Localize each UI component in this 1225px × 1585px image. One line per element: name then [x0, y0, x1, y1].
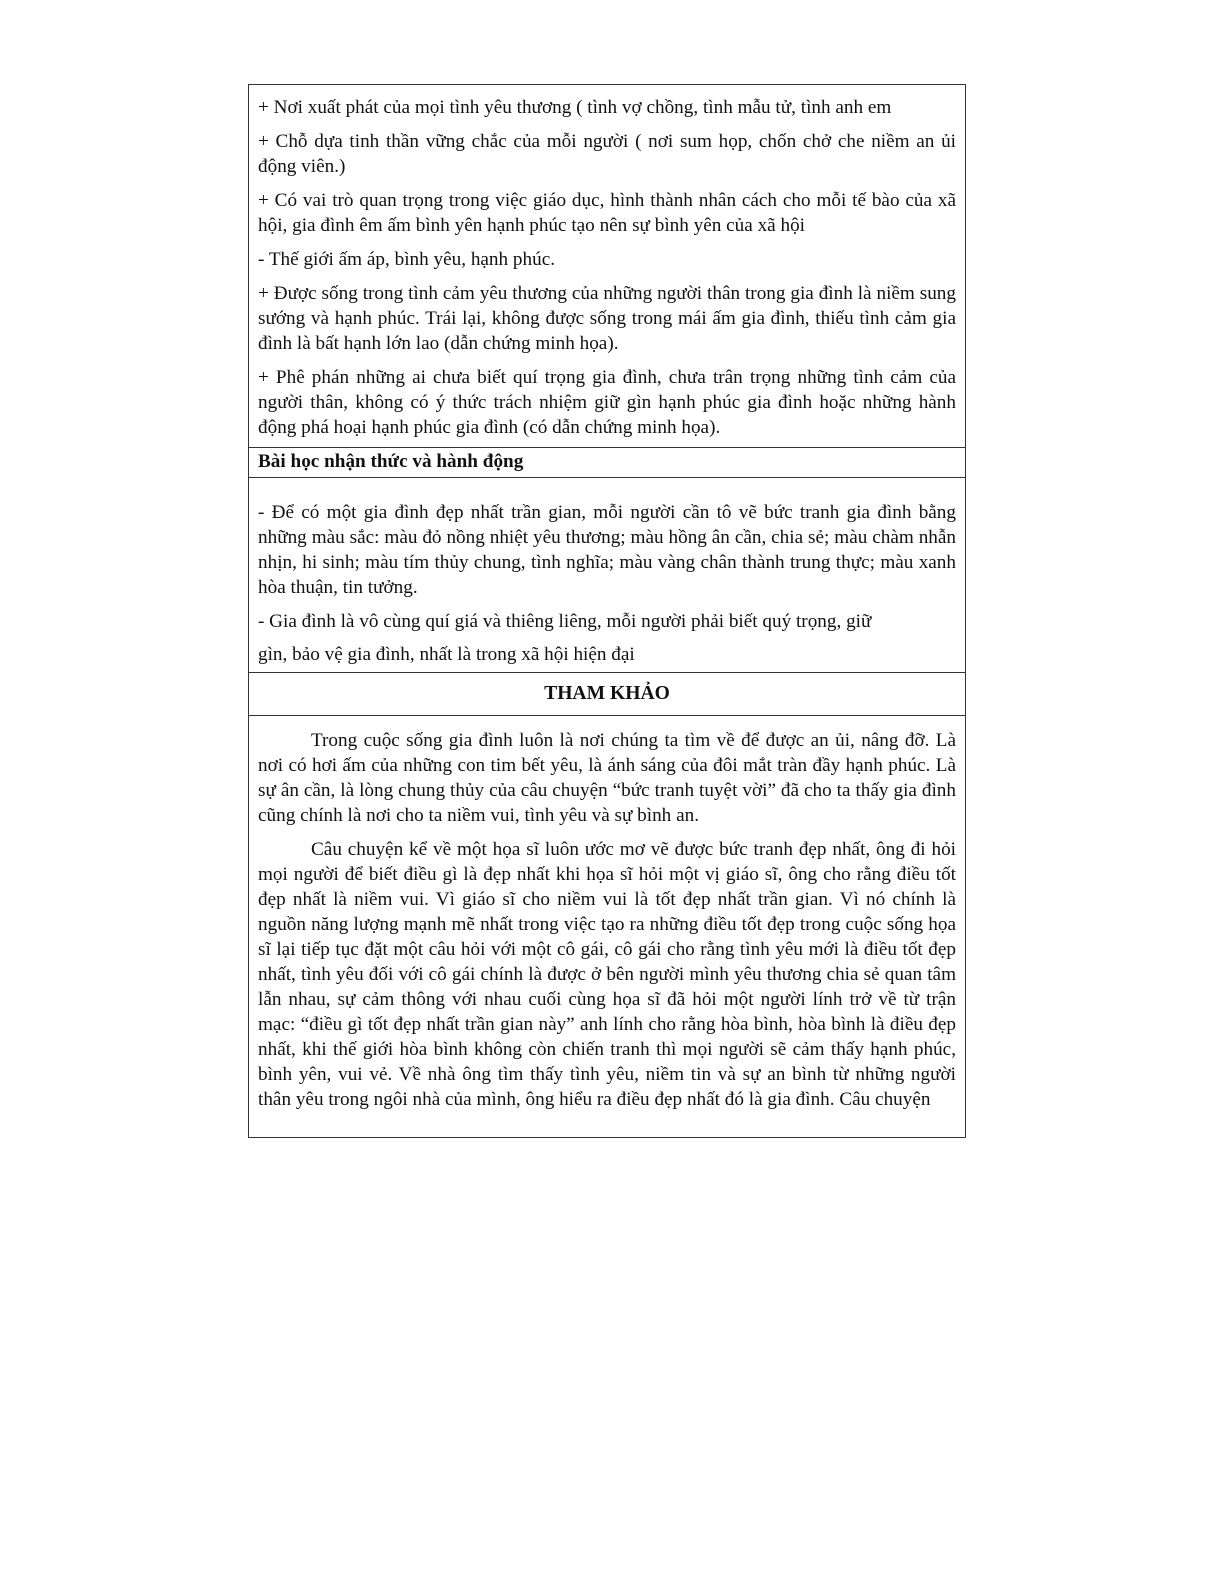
reference-title: THAM KHẢO	[544, 683, 670, 704]
paragraph-love-origin: + Nơi xuất phát của mọi tình yêu thương ( tình vợ chồng, tình mẫu tử, tình anh em	[258, 97, 892, 118]
table-cell-lesson-heading	[249, 447, 965, 477]
paragraph-precious-family-line-1: - Gia đình là vô cùng quí giá và thiêng liêng, mỗi người phải biết quý trọng, giữ	[258, 611, 872, 632]
document-table	[248, 84, 966, 1138]
table-cell-family-roles	[249, 85, 965, 447]
table-cell-reference-text	[249, 715, 965, 1137]
paragraph-precious-family-line-2: gìn, bảo vệ gia đình, nhất là trong xã hội hiện đại	[258, 644, 635, 665]
table-cell-lessons	[249, 477, 965, 672]
paragraph-criticism: + Phê phán những ai chưa biết quí trọng gia đình, chưa trân trọng những tình cảm của người thân, không có ý thức trách nhiệm giữ gìn hạnh phúc gia đình hoặc những hành động phá hoại hạnh phúc gia đình (có dẫn chứng minh họa).	[258, 367, 956, 438]
paragraph-living-in-love: + Được sống trong tình cảm yêu thương của những người thân trong gia đình là niềm sung sướng và hạnh phúc. Trái lại, không được sống trong mái ấm gia đình, thiếu tình cảm gia đình là bất hạnh lớn lao (dẫn chứng minh họa).	[258, 283, 956, 354]
paragraph-warm-world: - Thế giới ấm áp, bình yêu, hạnh phúc.	[258, 249, 556, 270]
paragraph-education-role: + Có vai trò quan trọng trong việc giáo dục, hình thành nhân cách cho mỗi tế bào của xã hội, gia đình êm ấm bình yên hạnh phúc tạo nên sự bình yên của xã hội	[258, 190, 956, 236]
paragraph-spiritual-support: + Chỗ dựa tinh thần vững chắc của mỗi người ( nơi sum họp, chốn chở che niềm an ủi động viên.)	[258, 131, 956, 177]
paragraph-reference-story: Câu chuyện kể về một họa sĩ luôn ước mơ vẽ được bức tranh đẹp nhất, ông đi hỏi mọi người để biết điều gì là đẹp nhất khi họa sĩ hỏi một vị giáo sĩ, ông cho rằng điều tốt đẹp nhất là niềm vui. Vì giáo sĩ cho niềm vui là tốt đẹp nhất trần gian. Vì nó chính là nguồn năng lượng mạnh mẽ nhất trong việc tạo ra những điều tốt đẹp trong cuộc sống họa sĩ lại tiếp tục đặt một câu hỏi với một cô gái, cô gái cho rằng tình yêu mới là điều tốt đẹp nhất, tình yêu đối với cô gái chính là được ở bên người mình yêu thương chia sẻ quan tâm lẫn nhau, sự cảm thông với nhau cuối cùng họa sĩ đã hỏi một người lính trở về từ trận mạc: “điều gì tốt đẹp nhất trần gian này” anh lính cho rằng hòa bình, hòa bình là điều đẹp nhất, khi thế giới hòa bình không còn chiến tranh thì mọi người sẽ cảm thấy hạnh phúc, bình yên, vui vẻ. Về nhà ông tìm thấy tình yêu, niềm tin và sự an bình từ những người thân yêu trong ngôi nhà của mình, ông hiểu ra điều đẹp nhất đó là gia đình. Câu chuyện	[258, 839, 956, 1110]
lesson-heading: Bài học nhận thức và hành động	[258, 451, 524, 472]
paragraph-reference-intro: Trong cuộc sống gia đình luôn là nơi chúng ta tìm về để được an ủi, nâng đỡ. Là nơi có hơi ấm của những con tim bết yêu, là ánh sáng của đôi mắt tràn đầy hạnh phúc. Là sự ân cần, là lòng chung thủy của câu chuyện “bức tranh tuyệt vời” đã cho ta thấy gia đình cũng chính là nơi cho ta niềm vui, tình yêu và sự bình an.	[258, 730, 956, 826]
paragraph-colors-of-family: - Để có một gia đình đẹp nhất trần gian, mỗi người cần tô vẽ bức tranh gia đình bằng những màu sắc: màu đỏ nồng nhiệt yêu thương; màu hồng ân cần, chia sẻ; màu chàm nhẫn nhịn, hi sinh; màu tím thủy chung, tình nghĩa; màu vàng chân thành trung thực; màu xanh hòa thuận, tin tưởng.	[258, 502, 956, 598]
table-cell-reference-title	[249, 672, 965, 715]
